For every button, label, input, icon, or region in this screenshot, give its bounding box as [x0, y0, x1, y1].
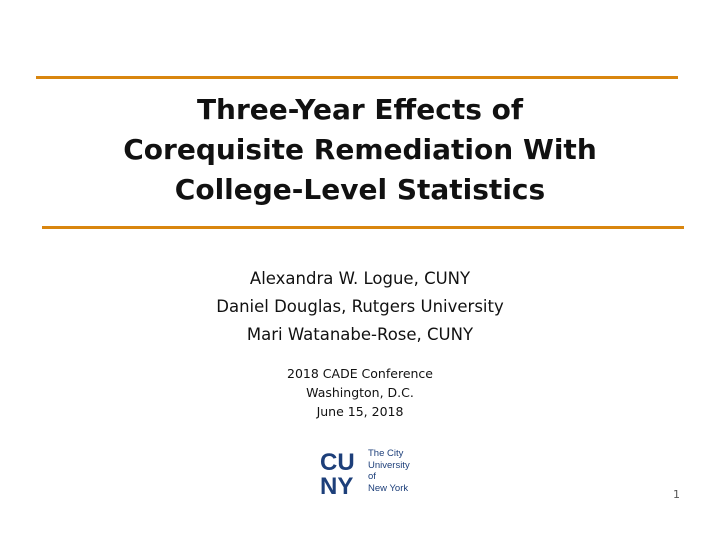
- author-3: Mari Watanabe-Rose, CUNY: [246, 325, 474, 344]
- logo-text-line-3: of: [368, 471, 376, 482]
- cuny-logo: [318, 448, 428, 498]
- logo-mark-line-2: NY: [320, 473, 354, 496]
- cuny-logo-text: [368, 448, 410, 494]
- slide-title: [60, 90, 660, 210]
- logo-text-line-1: The City: [368, 448, 404, 459]
- conference-info: [160, 364, 560, 421]
- title-line-1: Three-Year Effects of: [196, 93, 524, 126]
- page-number: 1: [673, 488, 680, 501]
- logo-text-line-4: New York: [368, 482, 409, 494]
- logo-mark-line-1: CU: [320, 449, 355, 476]
- conference-name: 2018 CADE Conference: [287, 366, 433, 381]
- bottom-divider-rule: [42, 226, 684, 229]
- title-line-2: Corequisite Remediation With: [123, 133, 597, 166]
- top-divider-rule: [36, 76, 678, 79]
- conference-location: Washington, D.C.: [306, 385, 414, 400]
- author-1: Alexandra W. Logue, CUNY: [249, 269, 471, 288]
- cuny-logo-mark: [318, 448, 364, 496]
- author-2: Daniel Douglas, Rutgers University: [216, 297, 504, 316]
- conference-date: June 15, 2018: [316, 404, 404, 419]
- author-list: [60, 265, 660, 349]
- logo-text-line-2: University: [368, 459, 410, 471]
- title-line-3: College-Level Statistics: [174, 173, 546, 206]
